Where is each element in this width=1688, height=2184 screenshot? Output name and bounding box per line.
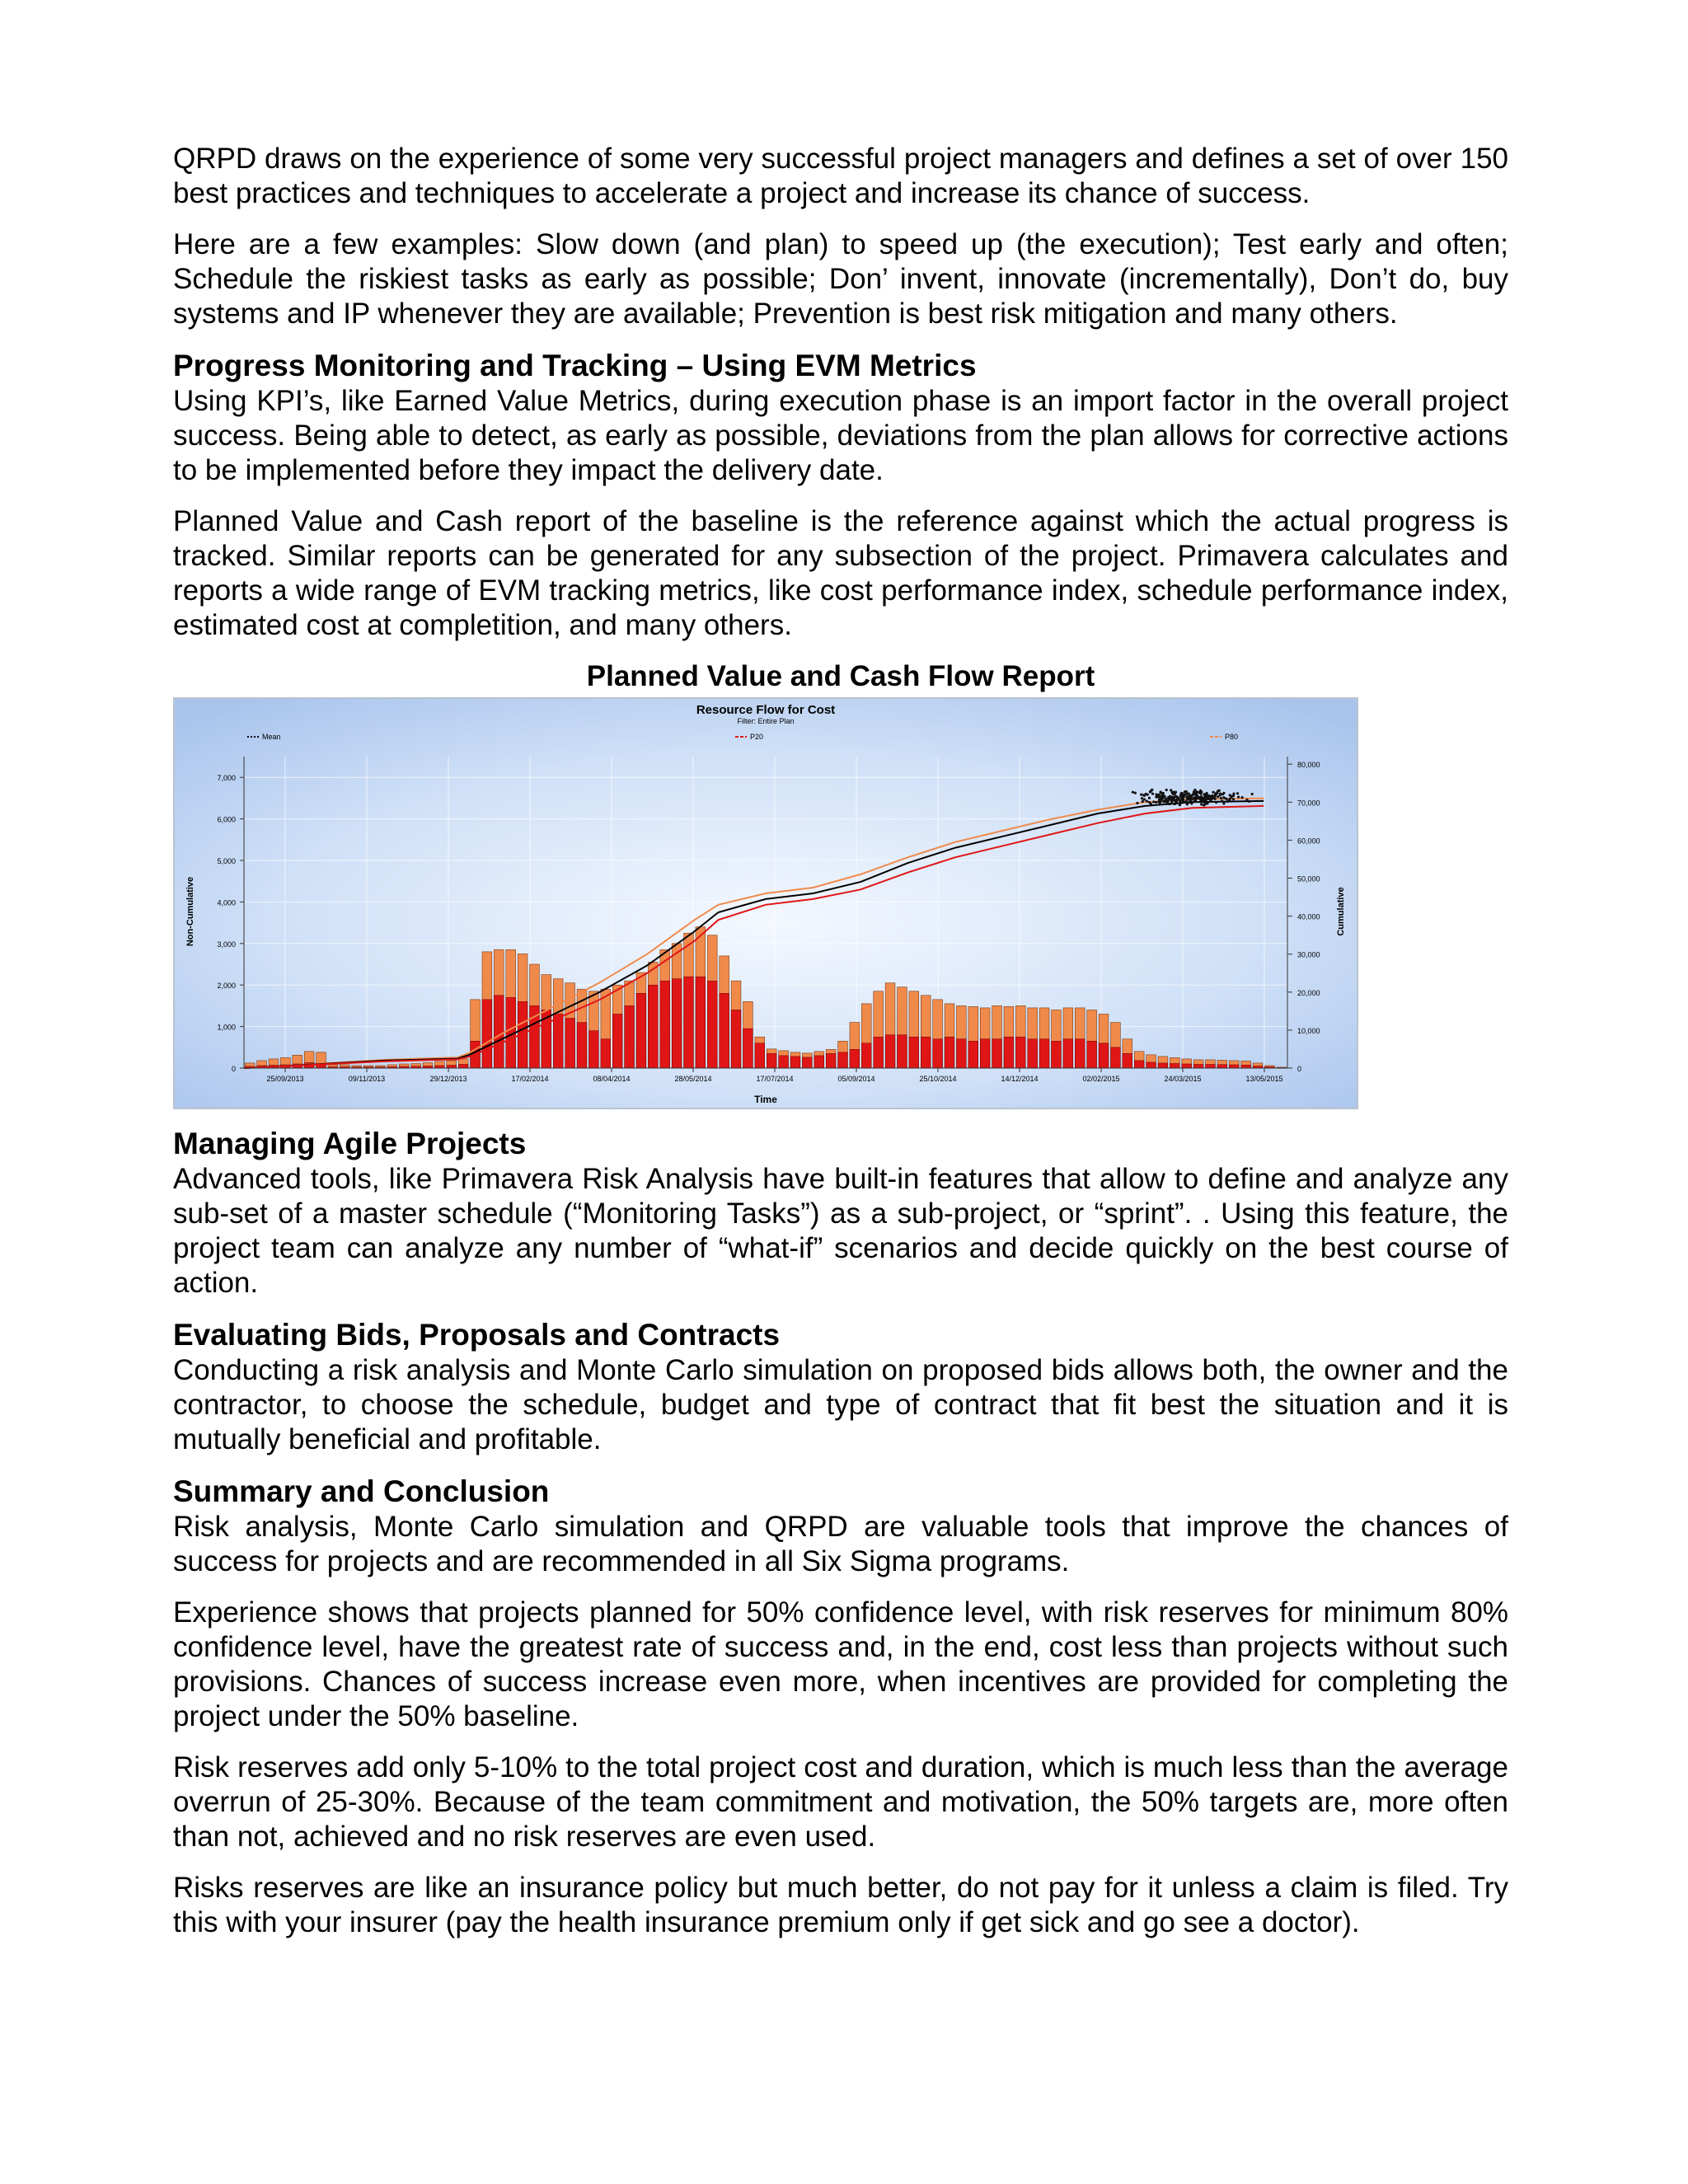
- scatter-point: [1237, 795, 1240, 798]
- y-left-tick-label: 4,000: [217, 898, 236, 907]
- chart-subtitle: Filter: Entire Plan: [737, 717, 795, 725]
- scatter-point: [1251, 793, 1254, 795]
- bar-p20: [494, 996, 504, 1068]
- scatter-point: [1142, 800, 1144, 803]
- paragraph-planned-value: Planned Value and Cash report of the baseline is the reference against which the actual progress is tracked. Similar reports can be generated for any subsection of the project. Primavera calculates and reports a wide range of EVM tracking metrics, like cost performance index, schedule performance index, estimated cost at completition, and many others.: [173, 505, 1508, 641]
- bar-p20: [1241, 1065, 1251, 1068]
- scatter-point: [1160, 790, 1162, 793]
- scatter-point: [1152, 800, 1155, 803]
- y-left-tick-label: 6,000: [217, 815, 236, 824]
- x-tick-label: 29/12/2013: [429, 1075, 467, 1083]
- paragraph-summary-3: Risk reserves add only 5-10% to the total project cost and duration, which is much less than the average overrun of 25-30%. Because of the team commitment and motivation, the 50% targets are, more often than not, achieved and no risk reserves are even used.: [173, 1751, 1508, 1853]
- paragraph-qrpd-intro: QRPD draws on the experience of some very successful project managers and defines a set of over 150 best practices and techniques to accelerate a project and increase its chance of success.: [173, 143, 1508, 209]
- x-tick-label: 25/09/2013: [266, 1075, 304, 1083]
- scatter-point: [1132, 791, 1134, 794]
- scatter-point: [1182, 794, 1184, 796]
- scatter-point: [1148, 797, 1151, 799]
- bar-p20: [850, 1049, 860, 1068]
- scatter-point: [1189, 795, 1192, 798]
- bar-p20: [588, 1031, 598, 1068]
- document-page: [173, 142, 1508, 1957]
- bar-p20: [1146, 1062, 1156, 1068]
- y-left-tick-label: 5,000: [217, 857, 236, 865]
- x-tick-label: 14/12/2014: [1001, 1075, 1039, 1083]
- bar-p20: [458, 1064, 468, 1068]
- scatter-point: [1156, 795, 1159, 798]
- scatter-point: [1179, 799, 1181, 802]
- x-tick-label: 17/07/2014: [756, 1075, 794, 1083]
- bar-p20: [1158, 1063, 1168, 1068]
- bar-p20: [956, 1039, 966, 1068]
- bar-p20: [660, 981, 670, 1068]
- scatter-point: [1186, 793, 1189, 795]
- y-right-tick-label: 40,000: [1297, 912, 1320, 921]
- bar-p20: [1229, 1065, 1239, 1068]
- bar-p20: [648, 985, 658, 1068]
- scatter-point: [1232, 794, 1235, 797]
- scatter-point: [1217, 795, 1219, 798]
- y-right-tick-label: 70,000: [1297, 799, 1320, 808]
- x-tick-label: 09/11/2013: [348, 1075, 386, 1083]
- paragraph-summary-4: Risks reserves are like an insurance policy but much better, do not pay for it unless a claim is filed. Try this with your insurer (pay the health insurance premium only if get sick and go see a doctor).: [173, 1872, 1508, 1938]
- scatter-point: [1198, 797, 1201, 799]
- bar-p20: [1217, 1065, 1227, 1068]
- bar-p20: [1182, 1064, 1192, 1068]
- paragraph-examples: Here are a few examples: Slow down (and plan) to speed up (the execution); Test early and often; Schedule the riskiest tasks as early as possible; Don’ invent, innovate (incrementally), Don’t do, buy systems and IP whenever they are available; Prevention is best risk mitigation and many others.: [173, 228, 1508, 330]
- x-tick-label: 17/02/2014: [511, 1075, 549, 1083]
- scatter-point: [1226, 798, 1228, 800]
- bar-p20: [755, 1043, 765, 1068]
- bar-p20: [814, 1056, 824, 1068]
- heading-bids: Evaluating Bids, Proposals and Contracts: [173, 1318, 781, 1352]
- y-right-tick-label: 0: [1297, 1065, 1302, 1073]
- scatter-point: [1187, 797, 1189, 799]
- bar-p20: [909, 1037, 919, 1068]
- bar-p20: [874, 1037, 884, 1068]
- bar-p20: [672, 979, 682, 1068]
- scatter-point: [1214, 794, 1217, 796]
- bar-p20: [980, 1039, 990, 1068]
- y-right-tick-label: 80,000: [1297, 761, 1320, 770]
- bar-p20: [968, 1041, 978, 1068]
- bar-p20: [684, 977, 694, 1068]
- chart-background: [175, 699, 1357, 1108]
- scatter-point: [1210, 795, 1212, 798]
- paragraph-bids: Conducting a risk analysis and Monte Carlo simulation on proposed bids allows both, the owner and the contractor, to choose the schedule, budget and type of contract that fit best the situation and it is mutually beneficial and profitable.: [173, 1354, 1508, 1455]
- scatter-point: [1143, 794, 1146, 797]
- bar-p20: [482, 1000, 492, 1068]
- paragraph-kpi: Using KPI’s, like Earned Value Metrics, during execution phase is an import factor in the overall project success. Being able to detect, as early as possible, deviations from the plan allows for corrective actions to be implemented before they impact the delivery date.: [173, 385, 1508, 486]
- bar-p20: [921, 1037, 931, 1068]
- bar-p20: [1052, 1041, 1062, 1068]
- scatter-point: [1203, 803, 1206, 805]
- scatter-point: [1188, 801, 1190, 804]
- bar-p20: [731, 1010, 741, 1068]
- bar-p20: [565, 1019, 575, 1068]
- x-tick-label: 28/05/2014: [674, 1075, 712, 1083]
- scatter-point: [1173, 795, 1175, 798]
- scatter-point: [1194, 799, 1197, 801]
- chart-title: Resource Flow for Cost: [696, 703, 836, 717]
- scatter-point: [1200, 791, 1203, 794]
- scatter-point: [1236, 792, 1239, 794]
- bar-p20: [945, 1037, 954, 1068]
- scatter-point: [1158, 798, 1160, 800]
- bar-p20: [1004, 1037, 1014, 1068]
- bar-p20: [898, 1035, 907, 1068]
- bar-p20: [1134, 1061, 1144, 1068]
- x-tick-label: 25/10/2014: [919, 1075, 957, 1083]
- scatter-point: [1149, 790, 1151, 793]
- bar-p20: [933, 1039, 943, 1068]
- scatter-point: [1170, 800, 1173, 803]
- scatter-point: [1217, 790, 1219, 793]
- y-right-tick-label: 10,000: [1297, 1026, 1320, 1035]
- bar-p20: [1028, 1039, 1038, 1068]
- x-tick-label: 08/04/2014: [593, 1075, 631, 1083]
- bar-p20: [1099, 1043, 1109, 1068]
- scatter-point: [1175, 798, 1178, 800]
- y-left-label: Non-Cumulative: [185, 876, 195, 947]
- bar-p20: [1206, 1064, 1216, 1068]
- bar-p20: [696, 977, 706, 1068]
- scatter-point: [1173, 803, 1175, 805]
- bar-p20: [885, 1035, 895, 1068]
- bar-p20: [790, 1057, 800, 1068]
- paragraph-agile: Advanced tools, like Primavera Risk Analysis have built-in features that allow to define and analyze any sub-set of a master schedule (“Monitoring Tasks”) as a sub-project, or “sprint”. . Using this feature, the project team can analyze any number of “what-if” scenarios and decide quickly on the best course of action.: [173, 1163, 1508, 1299]
- scatter-point: [1158, 794, 1160, 796]
- scatter-point: [1229, 798, 1231, 800]
- paragraph-summary-1: Risk analysis, Monte Carlo simulation and QRPD are valuable tools that improve the chances of success for projects and are recommended in all Six Sigma programs.: [173, 1511, 1508, 1577]
- x-tick-label: 05/09/2014: [837, 1075, 875, 1083]
- heading-progress-monitoring: Progress Monitoring and Tracking – Using EVM Metrics: [173, 349, 977, 382]
- scatter-point: [1151, 789, 1153, 791]
- bar-p20: [601, 1039, 611, 1068]
- bar-p20: [636, 993, 646, 1068]
- bar-p20: [720, 993, 729, 1068]
- scatter-point: [1215, 801, 1217, 804]
- bar-p20: [447, 1065, 457, 1068]
- scatter-point: [1184, 790, 1186, 793]
- scatter-point: [1134, 792, 1137, 794]
- bar-p20: [802, 1057, 812, 1068]
- scatter-point: [1212, 791, 1214, 794]
- paragraph-summary-2: Experience shows that projects planned for 50% confidence level, with risk reserves for minimum 80% confidence level, have the greatest rate of success and, in the end, cost less than projects without such provisions. Chances of success increase even more, when incentives are provided for completing the project under the 50% baseline.: [173, 1596, 1508, 1732]
- scatter-point: [1191, 801, 1193, 804]
- bar-p20: [553, 1014, 563, 1068]
- scatter-point: [1162, 792, 1165, 794]
- bar-p20: [861, 1043, 871, 1068]
- scatter-point: [1209, 799, 1212, 802]
- scatter-point: [1222, 796, 1225, 799]
- scatter-point: [1155, 801, 1157, 804]
- x-axis-label: Time: [754, 1094, 777, 1105]
- y-left-tick-label: 3,000: [217, 940, 236, 949]
- scatter-point: [1159, 802, 1161, 804]
- scatter-point: [1248, 800, 1250, 803]
- bar-p20: [1039, 1039, 1049, 1068]
- scatter-point: [1193, 793, 1196, 795]
- y-left-tick-label: 7,000: [217, 774, 236, 783]
- bar-p20: [1123, 1053, 1132, 1068]
- y-right-label: Cumulative: [1336, 887, 1346, 936]
- bar-p20: [625, 1005, 635, 1068]
- chart-svg: [175, 699, 1357, 1108]
- y-left-tick-label: 2,000: [217, 982, 236, 991]
- bar-p20: [767, 1053, 776, 1068]
- scatter-point: [1222, 802, 1225, 804]
- scatter-point: [1203, 796, 1206, 799]
- bar-p20: [707, 981, 717, 1068]
- heading-summary: Summary and Conclusion: [173, 1474, 550, 1508]
- scatter-point: [1245, 799, 1248, 801]
- y-right-tick-label: 20,000: [1297, 988, 1320, 997]
- figure-title: Planned Value and Cash Flow Report: [586, 660, 1095, 692]
- bar-p20: [1075, 1039, 1085, 1068]
- scatter-point: [1146, 799, 1148, 802]
- scatter-point: [1155, 793, 1157, 795]
- scatter-point: [1151, 793, 1154, 795]
- legend-p80-label: P80: [1225, 733, 1239, 741]
- y-right-tick-label: 30,000: [1297, 950, 1320, 959]
- scatter-point: [1232, 798, 1235, 800]
- scatter-point: [1141, 797, 1143, 799]
- scatter-point: [1222, 792, 1225, 794]
- bar-p20: [779, 1056, 789, 1068]
- scatter-point: [1140, 794, 1142, 796]
- bar-p20: [1087, 1041, 1097, 1068]
- scatter-point: [1229, 794, 1231, 796]
- y-left-tick-label: 0: [231, 1065, 236, 1073]
- scatter-point: [1169, 795, 1171, 798]
- scatter-point: [1241, 796, 1244, 799]
- x-tick-label: 02/02/2015: [1082, 1075, 1120, 1083]
- scatter-point: [1150, 803, 1152, 805]
- scatter-point: [1169, 803, 1171, 805]
- scatter-point: [1184, 800, 1187, 803]
- scatter-point: [1193, 789, 1196, 791]
- scatter-point: [1192, 797, 1194, 799]
- scatter-point: [1220, 797, 1222, 799]
- resource-flow-chart: [173, 697, 1358, 1109]
- bar-p20: [1170, 1063, 1179, 1068]
- bar-p20: [577, 1023, 587, 1068]
- bar-p20: [1193, 1064, 1203, 1068]
- bar-p20: [992, 1039, 1002, 1068]
- heading-agile: Managing Agile Projects: [173, 1127, 527, 1160]
- bar-p20: [1063, 1039, 1073, 1068]
- scatter-point: [1200, 803, 1203, 805]
- y-right-tick-label: 50,000: [1297, 874, 1320, 883]
- x-tick-label: 13/05/2015: [1245, 1075, 1283, 1083]
- bar-p20: [838, 1052, 848, 1068]
- y-left-tick-label: 1,000: [217, 1023, 236, 1032]
- scatter-point: [1214, 798, 1217, 800]
- scatter-point: [1165, 800, 1167, 803]
- bar-p20: [612, 1014, 622, 1068]
- legend-mean-label: Mean: [262, 733, 281, 741]
- bar-p20: [1015, 1037, 1025, 1068]
- scatter-point: [1136, 802, 1138, 804]
- scatter-point: [1164, 795, 1166, 798]
- bar-p20: [1110, 1047, 1120, 1068]
- scatter-point: [1172, 791, 1175, 794]
- legend-p20-label: P20: [750, 733, 764, 741]
- y-right-tick-label: 60,000: [1297, 837, 1320, 846]
- bar-p20: [826, 1053, 836, 1068]
- scatter-point: [1181, 799, 1184, 801]
- scatter-point: [1165, 789, 1168, 791]
- bar-p20: [743, 1029, 753, 1068]
- x-tick-label: 24/03/2015: [1164, 1075, 1202, 1083]
- scatter-point: [1221, 799, 1223, 802]
- scatter-point: [1143, 798, 1146, 800]
